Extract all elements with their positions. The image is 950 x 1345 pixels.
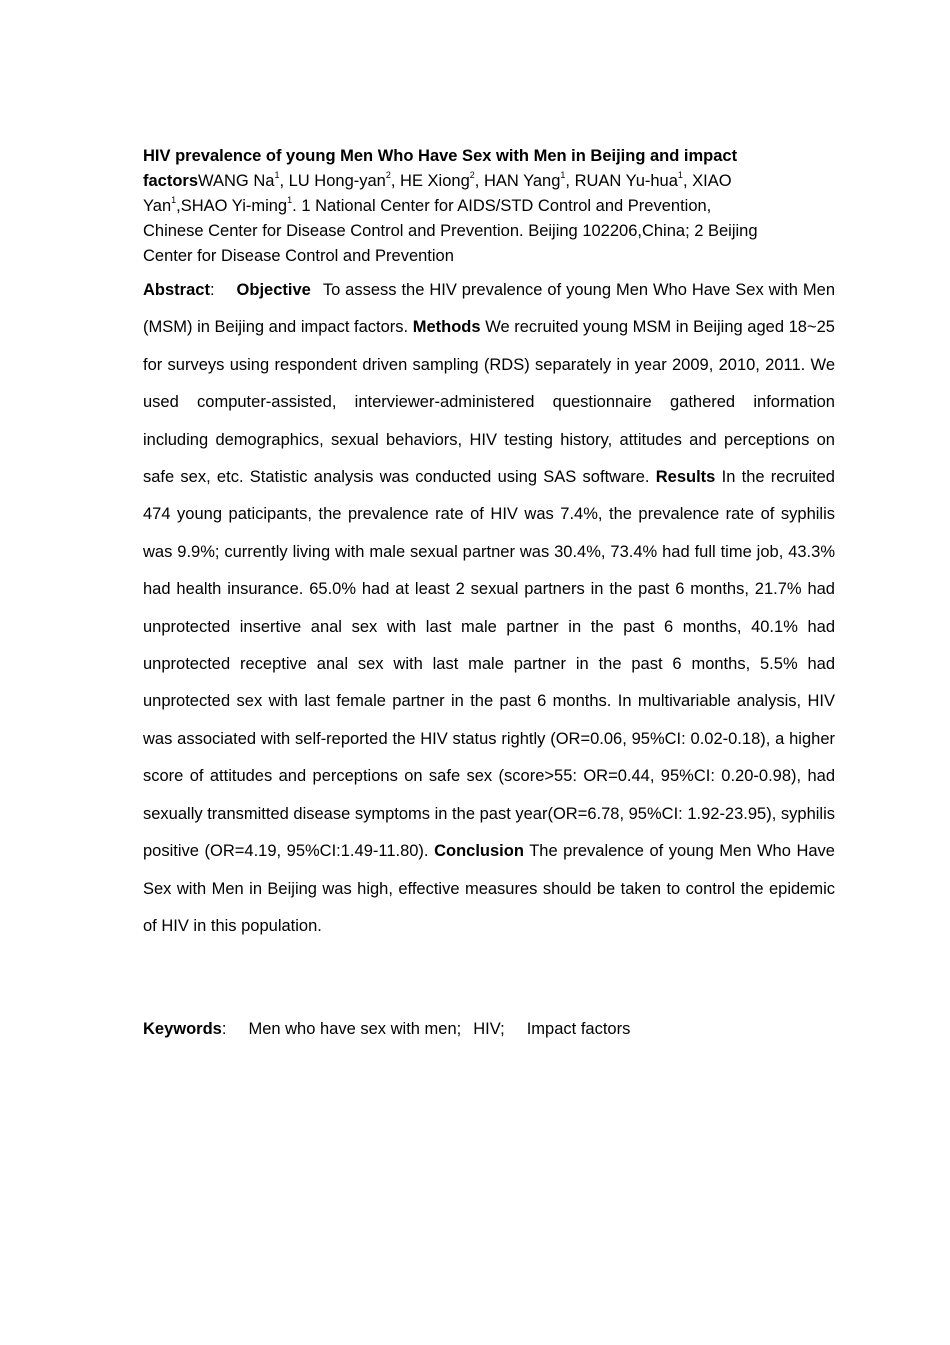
objective-label: Objective (236, 281, 311, 299)
affiliation-text: 1 National Center for AIDS/STD Control and Prevention, (301, 197, 712, 215)
author-name: RUAN Yu-hua (574, 172, 678, 190)
paper-title: HIV prevalence of young Men Who Have Sex with Men in Beijing and impact (143, 147, 738, 165)
keywords-section (143, 1014, 835, 1044)
author-separator: , (474, 172, 484, 190)
author-name: HAN Yang (483, 172, 561, 190)
methods-text: We recruited young MSM in Beijing aged 18~25 for surveys using respondent driven sampling (RDS) separately in year 2009, 2010, 2011. We used computer-assisted, interviewer-administered questionnaire gathered information including demographics, sexual behaviors, HIV testing history, attitudes and perceptions on safe sex, etc. Statistic analysis was conducted using SAS software. (143, 318, 835, 487)
keywords-label: Keywords (143, 1020, 222, 1038)
results-label: Results (655, 468, 716, 487)
author-name: LU Hong-yan (288, 172, 386, 190)
paper-title-cont: factors (143, 172, 199, 190)
results-text: In the recruited 474 young paticipants, the prevalence rate of HIV was 7.4%, the prevalence rate of syphilis was 9.9%; currently living with male sexual partner was 30.4%, 73.4% had full time job, 43.3% had health insurance. 65.0% had at least 2 sexual partners in the past 6 months, 21.7% had unprotected insertive anal sex with last male partner in the past 6 months, 40.1% had unprotected receptive anal sex with last male partner in the past 6 months, 5.5% had unprotected sex with last female partner in the past 6 months. In multivariable analysis, HIV was associated with self-reported the HIV status rightly (OR=0.06, 95%CI: 0.02-0.18), a higher score of attitudes and perceptions on safe sex (score>55: OR=0.44, 95%CI: 0.20-0.98), had sexually transmitted disease symptoms in the past year(OR=6.78, 95%CI: 1.92-23.95), syphilis positive (OR=4.19, 95%CI:1.49-11.80). (143, 468, 835, 861)
keyword-item: Men who have sex with men; (248, 1020, 462, 1038)
keyword-item: HIV; (473, 1020, 505, 1038)
author-affiliation-mark: 1 (560, 170, 566, 180)
author-separator: . (292, 197, 302, 215)
methods-label: Methods (412, 318, 481, 337)
author-name: SHAO Yi-ming (180, 197, 288, 215)
author-name-part: Yan (143, 197, 172, 215)
abstract-label: Abstract (143, 281, 210, 299)
affiliation-line-2: Chinese Center for Disease Control and Prevention. Beijing 102206,China; 2 Beijing (143, 222, 758, 240)
keyword-item: Impact factors (526, 1020, 631, 1038)
author-separator: , (279, 172, 289, 190)
author-affiliation-mark: 2 (385, 170, 391, 180)
author-name-part: XIAO (692, 172, 732, 190)
label-colon: : (221, 1020, 227, 1038)
objective-text: To assess the HIV prevalence of young Men Who Have Sex with Men (MSM) in Beijing and impact factors. (143, 281, 835, 337)
conclusion-label: Conclusion (434, 842, 524, 861)
author-affiliation-mark: 1 (274, 170, 280, 180)
author-separator: , (390, 172, 401, 190)
author-affiliation-mark: 1 (171, 195, 177, 205)
abstract-section (143, 272, 835, 945)
paper-header (143, 144, 835, 269)
label-colon: : (209, 281, 215, 299)
author-separator: , (682, 172, 693, 190)
authors-affiliation-line (143, 194, 835, 219)
author-affiliation-mark: 1 (287, 195, 293, 205)
author-name: HE Xiong (400, 172, 470, 190)
author-name: WANG Na (198, 172, 275, 190)
affiliation-line-3: Center for Disease Control and Prevention (143, 247, 454, 265)
title-authors-line (143, 169, 835, 194)
title-line-1 (143, 144, 835, 169)
author-affiliation-mark: 1 (677, 170, 683, 180)
author-affiliation-mark: 2 (469, 170, 475, 180)
author-list (198, 172, 732, 190)
conclusion-text: The prevalence of young Men Who Have Sex with Men in Beijing was high, effective measures should be taken to control the epidemic of HIV in this population. (143, 842, 835, 935)
author-separator: , (176, 197, 181, 215)
author-separator: , (565, 172, 575, 190)
